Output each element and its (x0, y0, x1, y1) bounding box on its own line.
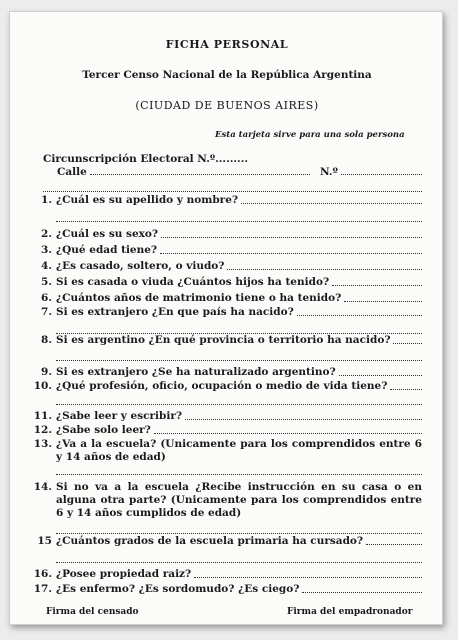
question-3: 3. ¿Qué edad tiene? (30, 244, 422, 257)
calle-label: Calle (57, 166, 87, 178)
question-9: 9. Si es extranjero ¿Se ha naturalizado argentino? (30, 366, 422, 379)
numero-field (320, 166, 422, 178)
question-6: 6. ¿Cuántos años de matrimonio tiene o ha tenido? (30, 292, 422, 305)
question-12: 12. ¿Sabe solo leer? (30, 424, 422, 437)
answer-line (56, 403, 422, 405)
address-extra-line (43, 190, 422, 192)
question-11: 11. ¿Sabe leer y escribir? (30, 410, 422, 423)
numero-label: N.º (320, 166, 338, 178)
census-card (9, 11, 443, 625)
signature-empadronador: Firma del empadronador (287, 607, 413, 617)
calle-field (57, 166, 310, 178)
answer-line (56, 473, 422, 475)
question-8: 8. Si es argentino ¿En qué provincia o territorio ha nacido? (30, 334, 422, 347)
signature-censado: Firma del censado (46, 607, 139, 617)
question-17: 17. ¿Es enfermo? ¿Es sordomudo? ¿Es ciego? (30, 583, 422, 596)
question-15: 15 ¿Cuántos grados de la escuela primaria ha cursado? (30, 535, 422, 548)
question-4: 4. ¿Es casado, soltero, o viudo? (30, 260, 422, 273)
question-13: ¿Va a la escuela? (Unicamente para los comprendidos entre 6 y 14 años de edad) (56, 438, 422, 463)
city-heading: (CIUDAD DE BUENOS AIRES) (135, 99, 319, 112)
answer-line (56, 220, 422, 222)
question-10: 10. ¿Qué profesión, oficio, ocupación o medio de vida tiene? (30, 380, 422, 393)
answer-line (56, 359, 422, 361)
answer-line (56, 561, 422, 563)
question-14: Si no va a la escuela ¿Recibe instrucción en su casa o en alguna otra parte? (Unicamente para los comprendidos entre 6 y 14 años cumplidos de edad) (56, 481, 422, 519)
card-title: FICHA PERSONAL (165, 38, 289, 51)
question-5: 5. Si es casada o viuda ¿Cuántos hijos ha tenido? (30, 276, 422, 289)
question-13-number: 13. (33, 438, 52, 450)
question-2: 2. ¿Cuál es su sexo? (30, 228, 422, 241)
question-14-number: 14. (33, 481, 52, 493)
question-16: 16. ¿Posee propiedad raiz? (30, 568, 422, 581)
card-note: Esta tarjeta sirve para una sola persona (215, 130, 405, 140)
census-subtitle: Tercer Censo Nacional de la República Argentina (82, 69, 372, 81)
question-1: 1. ¿Cuál es su apellido y nombre? (30, 194, 422, 207)
answer-line (56, 532, 422, 534)
question-7: 7. Si es extranjero ¿En que país ha nacido? (30, 306, 422, 319)
circunscripcion-label: Circunscripción Electoral N.º......... (43, 153, 249, 165)
